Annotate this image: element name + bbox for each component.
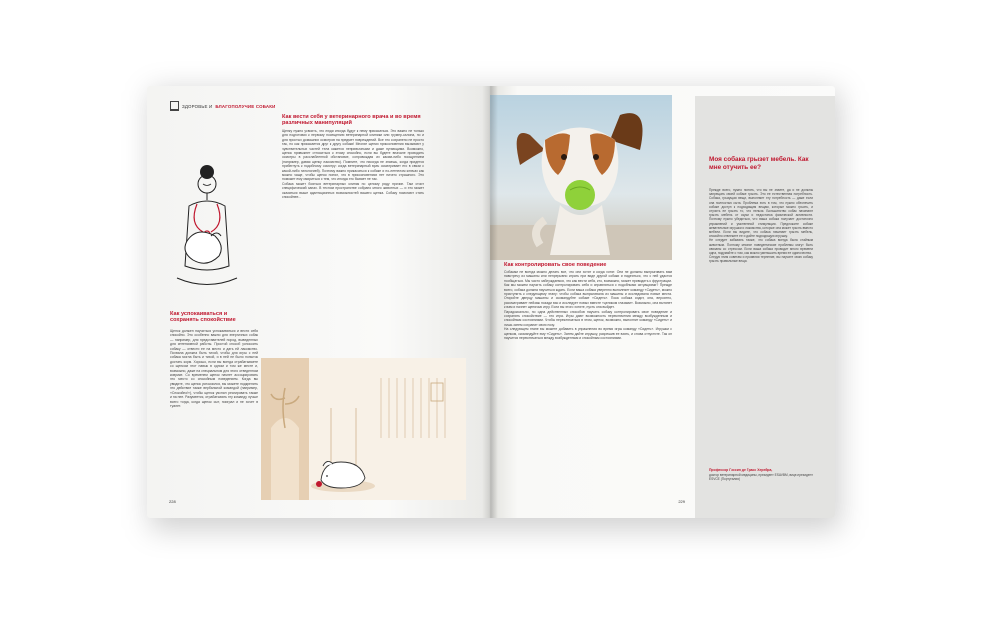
sidebar-heading: Моя собака грызет мебель. Как мне отучить ее? xyxy=(709,156,809,171)
sidebar-body-text: Прежде всего, нужно понять, что вы не знаете, да и не должны запрещать своей собаке грызть. Это ее естественная потребность. Собака, грызущая вещи, выполняет эту потребность — даже если она полностью сыта. Проблема есть в том, что нужно обеспечить собаке доступ к подходящим вещам, которые можно грызть, и отучить ее грызть то, что нельзя. Большинство собак начинают грызть мебель от скуки и недостатка физической активности. Поэтому нужно убедиться, что ваша собака получает достаточно упражнений и умственной стимуляции. Предложите собаке жевательные игрушки и лакомства, которые она может грызть вместо мебели. Если вы видите, что собака начинает грызть мебель, спокойно отвлеките ее и дайте подходящую игрушку. Не следует забывать также, что собака всегда была стайным животным. Поэтому многие поведенческие проблемы могут быть связаны со стрессом. Если ваша собака проводит много времени одна, подумайте о том, как можно уменьшить время ее одиночества. Следуя этим советам и проявляя терпение, вы научите свою собаку грызть правильные вещи. xyxy=(709,188,813,264)
left-page xyxy=(147,86,490,518)
woman-holding-dog-illustration xyxy=(167,156,245,304)
section-header-prefix: ЗДОРОВЬЕ И xyxy=(182,103,213,109)
calm-heading: Как успокаиваться и сохранять спокойствие xyxy=(170,311,236,324)
section-header xyxy=(170,101,275,111)
spine-gutter-shadow xyxy=(482,86,498,518)
sidebar-author-name xyxy=(709,468,819,472)
sidebar-box xyxy=(695,96,835,518)
puppy-room-illustration xyxy=(261,358,466,500)
sidebar-author-title: доктор ветеринарной медицины, президент ESAVBM, вице-президент ESVCE (Португалия) xyxy=(709,473,813,482)
control-heading: Как контролировать свое поведение xyxy=(504,262,607,268)
right-page-number: 229 xyxy=(678,499,685,504)
calm-body-text: Щенок должен научиться успокаиваться и вести себя спокойно. Это особенно важно для энергичных собак — например, для представителей пород, выведенных для интенсивной работы. Простой способ успокоить собаку — отвести ее на место и дать ей лакомство. Похвала должна быть тихой, чтобы для игры с ней собака могла быть и тихой, и в ней не было попыток достать корм. Хорошо, если вы всегда отрабатываете со щенком этот навык в одном и том же месте и, возможно, даже на специальном для этого отведенном коврике. Со временем щенок начнет ассоциировать это место со спокойным поведением. Когда вы увидите, что щенок успокоился, вы можете подкрепить это действие также вербальной командой (например, «Спокойно!»), чтобы щенок уяснил реагировать также и на нее. Разумеется, отрабатывать эту команду лучше всего тогда, когда щенок сыт, поиграл и не хочет в туалет. xyxy=(170,329,258,408)
control-body-text: Собакам не всегда можно делать все, что они хотят и когда хотят. Они не должны выпрыгивать вам навстречу из машины или непрерывно играть при виде другой собаки и надеяться, что с ней удастся пообщаться. Мы часто заблуждаемся, что как вести себя, кто, возможно, может приводить к фрустрации. Как мы можем научить собаку контролировать себя и справляться с подобными ситуациями? Прежде всего, собака должна научиться ждать. Если ваша собака уверенно выполняет команду «Сидеть», можно приступить к следующему этапу: чтобы собака выпрыгивала из машины и исследовала новые места. Откройте дверцу машины и скомандуйте собаке «Сидеть». Пока собака сидит, она, вероятно, рассматривает пейзаж позади вас и исследует новых вместе «целиком глазами». Возможно, она вытянет к вам и начнет щенячью игру. Если вы этого хотите, пусть она выйдет. Парадоксально, но одна действенных способов научить собаку контролировать свое поведение и сохранять спокойствие — это игра. Игры дают возможность переключения между возбужденным и спокойным состояниями. Чтобы переключаться в этом, щенок, возможно, выполнит команду «Сидеть» и лишь затем сохранит свою позу. На следующем этапе вы можете добавить в упражнения во время игры команду «Сидеть». Игрушки с щенком, скомандуйте ему «Сидеть». Затем дайте игрушку, разрешив ее взять, и снова отпустите. Так он научится переключаться между возбужденным и спокойным состояниями. xyxy=(504,270,672,341)
author-name-text: Профессор Гэссин де Грасс Херейра, xyxy=(709,468,773,472)
section-logo-icon xyxy=(170,101,179,111)
right-page xyxy=(490,86,835,518)
section-header-highlight: БЛАГОПОЛУЧИЕ СОБАКИ xyxy=(215,103,276,109)
left-page-number: 228 xyxy=(169,499,176,504)
vet-heading: Как вести себя у ветеринарного врача и во время различных манипуляций xyxy=(282,114,421,127)
open-magazine-spread xyxy=(147,86,835,518)
dog-with-ball-photo xyxy=(490,95,672,260)
vet-body-text: Щенку нужно усвоить, что люди иногда будут к нему прикасаться. Это важно не только для подготовки к первому посещению ветеринарной клиники или грумер-салона, но и для простых домашних осмотров на предмет повреждений. Все это сохранено не просто так, но как прикасается друг к другу собаки! Многие щенки прикосновения вызывают у чувствительных частей тела кажется непривычными и даже пугающими. Возможно, щенок привыкнет относиться к этому спокойно, если вы будете вначале проводить осмотры в расслабленной обстановке, сопровождая их каким-либо поощрением (например, давая щенку лакомство). Помните, что никогда не знаешь, когда придется прибегнуть к подобному осмотру: когда ветеринарный врач осматривает его в связи с какой-либо патологией). Поэтому важно прикасаться к собаке и по-летнелом ключах как можно чаще, чтобы щенок понял, что в прикосновениях нет ничего страшного. Это поможет ему смириться с тем, что иногда это бывает не так. Собака может бояться ветеринарных клиник по целому ряду причин. Там стоит специфический запах. В тесном пространстве собрано много животных — и это может оказаться выше адаптационных возможностей вашего щенка. Собаку помогают стать спокойнее... xyxy=(282,129,424,200)
